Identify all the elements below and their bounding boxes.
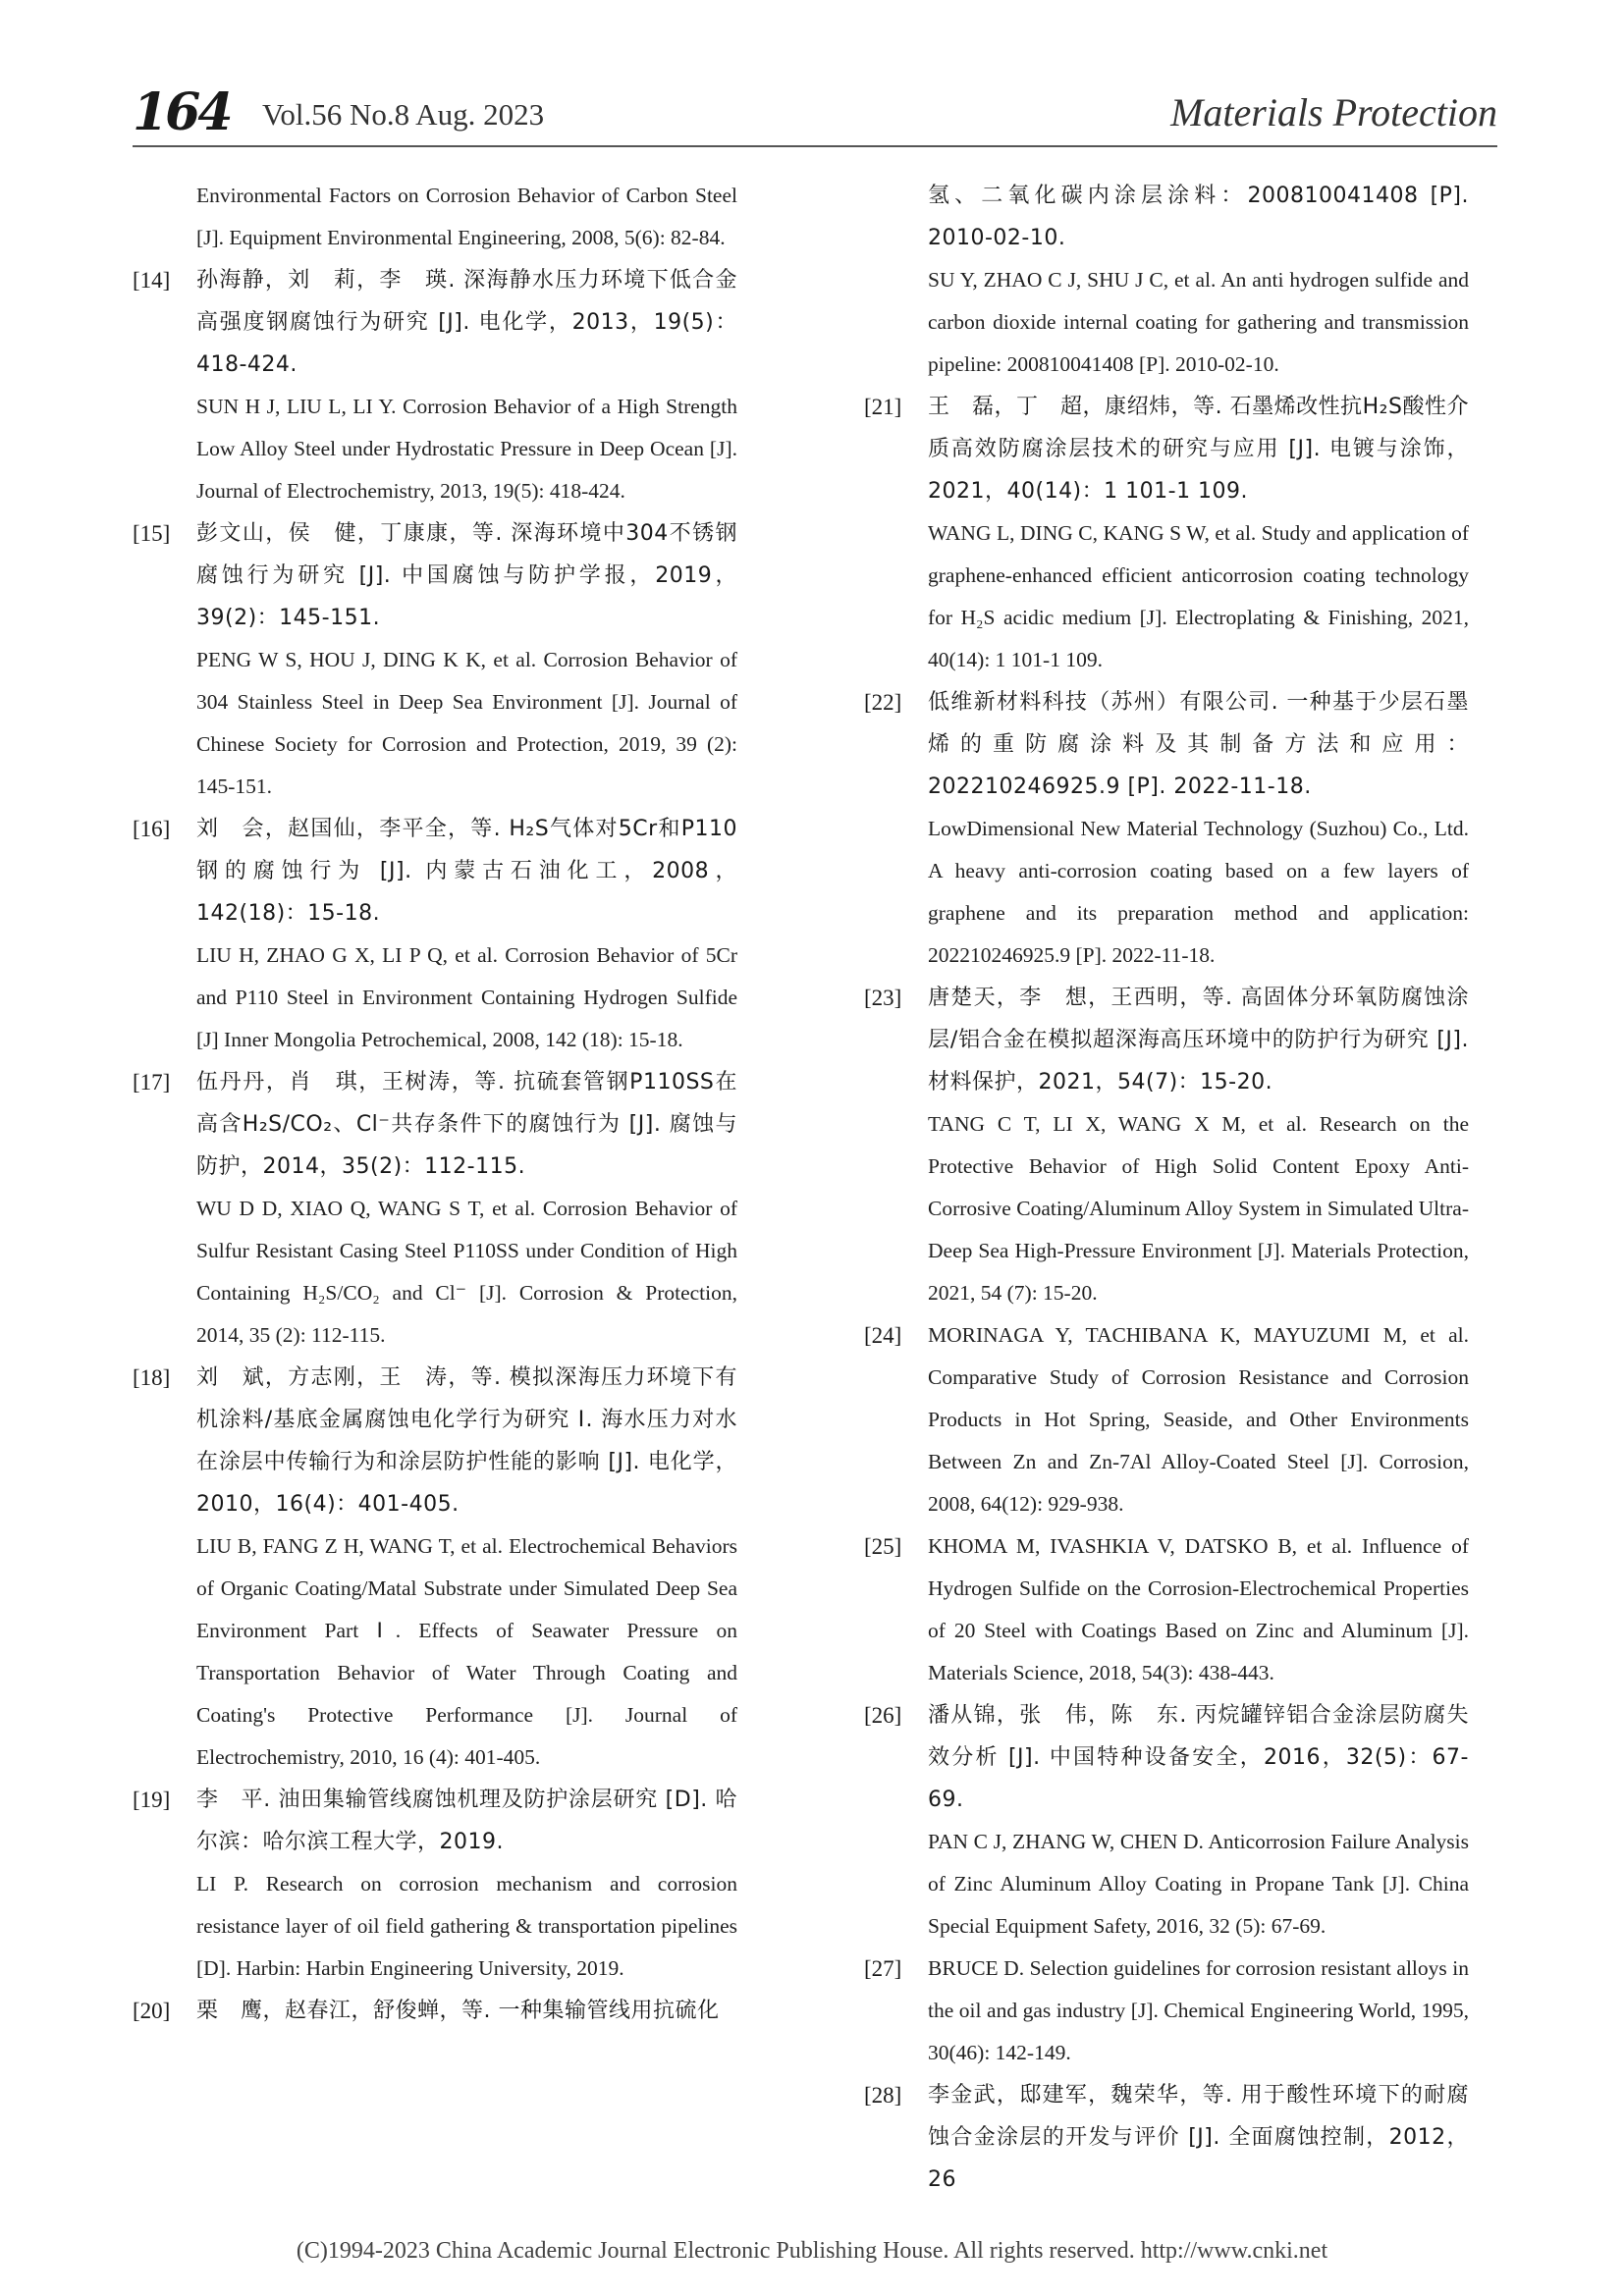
reference-number: [15] — [133, 521, 171, 546]
reference-en: PAN C J, ZHANG W, CHEN D. Anticorrosion Failure Analysis of Zinc Aluminum Alloy Coating in Propane Tank [J]. China Special Equipment Safety, 2016, 32 (5): 67-69. — [928, 1830, 1469, 1938]
reference-zh: 刘 会，赵国仙，李平全，等. H₂S气体对5Cr和P110钢的腐蚀行为 [J]. 内蒙古石油化工，2008，142(18)：15-18. — [196, 817, 737, 926]
reference-item — [133, 808, 737, 1061]
copyright-footer: (C)1994-2023 China Academic Journal Electronic Publishing House. All rights reserved. http://www.cnki.net — [296, 2238, 1328, 2264]
reference-item — [864, 2074, 1469, 2201]
reference-en: LowDimensional New Material Technology (Suzhou) Co., Ltd. A heavy anti-corrosion coating based on a few layers of graphene and its preparation method and application: 202210246925.9 [P]. 2022-11-18. — [928, 817, 1469, 967]
reference-zh: 低维新材料科技（苏州）有限公司. 一种基于少层石墨烯的重防腐涂料及其制备方法和应用：202210246925.9 [P]. 2022-11-18. — [928, 690, 1469, 799]
reference-item — [133, 1357, 737, 1779]
reference-number: [24] — [864, 1323, 902, 1348]
reference-en: WANG L, DING C, KANG S W, et al. Study and application of graphene-enhanced efficient anticorrosion coating technology for H₂S acidic medium [J]. Electroplating & Finishing, 2021, 40(14): 1 101-1 109. — [928, 521, 1469, 671]
reference-number: [23] — [864, 986, 902, 1010]
reference-number: [28] — [864, 2083, 902, 2108]
reference-number: [27] — [864, 1956, 902, 1981]
reference-zh: 潘从锦，张 伟，陈 东. 丙烷罐锌铝合金涂层防腐失效分析 [J]. 中国特种设备安全，2016，32(5)：67-69. — [928, 1703, 1469, 1812]
right-column — [864, 175, 1469, 2201]
reference-number: [25] — [864, 1534, 902, 1559]
reference-en: LI P. Research on corrosion mechanism and corrosion resistance layer of oil field gathering & transportation pipelines [D]. Harbin: Harbin Engineering University, 2019. — [196, 1872, 737, 1980]
reference-en: KHOMA M, IVASHKIA V, DATSKO B, et al. Influence of Hydrogen Sulfide on the Corrosion-Electrochemical Properties of 20 Steel with Coatings Based on Zinc and Aluminum [J]. Materials Science, 2018, 54(3): 438-443. — [928, 1534, 1469, 1684]
reference-en: BRUCE D. Selection guidelines for corrosion resistant alloys in the oil and gas industry [J]. Chemical Engineering World, 1995, 30(46): 142-149. — [928, 1956, 1469, 2064]
reference-zh: 李金武，邸建军，魏荣华，等. 用于酸性环境下的耐腐蚀合金涂层的开发与评价 [J]. 全面腐蚀控制，2012，26 — [928, 2083, 1469, 2192]
reference-number: [21] — [864, 395, 902, 419]
reference-list-left — [133, 259, 737, 2032]
journal-name: Materials Protection — [1170, 90, 1497, 134]
reference-en: SUN H J, LIU L, LI Y. Corrosion Behavior of a High Strength Low Alloy Steel under Hydrostatic Pressure in Deep Ocean [J]. Journal of Electrochemistry, 2013, 19(5): 418-424. — [196, 395, 737, 503]
reference-zh: 唐楚天，李 想，王西明，等. 高固体分环氧防腐蚀涂层/铝合金在模拟超深海高压环境中的防护行为研究 [J]. 材料保护，2021，54(7)：15-20. — [928, 986, 1469, 1095]
reference-number: [14] — [133, 268, 171, 293]
reference-en: PENG W S, HOU J, DING K K, et al. Corrosion Behavior of 304 Stainless Steel in Deep Sea Environment [J]. Journal of Chinese Society for Corrosion and Protection, 2019, 39 (2): 145-151. — [196, 648, 737, 798]
reference-item — [864, 1694, 1469, 1948]
reference-continued — [864, 175, 1469, 386]
reference-zh: 伍丹丹，肖 琪，王树涛，等. 抗硫套管钢P110SS在高含H₂S/CO₂、Cl⁻共存条件下的腐蚀行为 [J]. 腐蚀与防护，2014，35(2)：112-115. — [196, 1070, 737, 1179]
reference-item — [864, 681, 1469, 977]
reference-en: LIU B, FANG Z H, WANG T, et al. Electrochemical Behaviors of Organic Coating/Matal Substrate under Simulated Deep Sea Environment Part Ⅰ. Effects of Seawater Pressure on Transportation Behavior of Water Through Coating and Coating's Protective Performance [J]. Journal of Electrochemistry, 2010, 16 (4): 401-405. — [196, 1534, 737, 1769]
volume-info: Vol.56 No.8 Aug. 2023 — [262, 97, 545, 132]
reference-item — [133, 1990, 737, 2032]
reference-number: [20] — [133, 1999, 171, 2023]
reference-number: [22] — [864, 690, 902, 715]
left-column — [133, 175, 737, 2032]
reference-zh: 彭文山，侯 健，丁康康，等. 深海环境中304不锈钢腐蚀行为研究 [J]. 中国腐蚀与防护学报，2019，39(2)：145-151. — [196, 521, 737, 630]
header-rule — [133, 145, 1497, 147]
reference-item — [133, 1779, 737, 1990]
reference-en: LIU H, ZHAO G X, LI P Q, et al. Corrosion Behavior of 5Cr and P110 Steel in Environment Containing Hydrogen Sulfide [J] Inner Mongolia Petrochemical, 2008, 142 (18): 15-18. — [196, 943, 737, 1051]
reference-number: [19] — [133, 1788, 171, 1812]
reference-item — [133, 512, 737, 808]
reference-number: [26] — [864, 1703, 902, 1728]
reference-en: SU Y, ZHAO C J, SHU J C, et al. An anti hydrogen sulfide and carbon dioxide internal coating for gathering and transmission pipeline: 200810041408 [P]. 2010-02-10. — [928, 268, 1469, 376]
reference-continued — [133, 175, 737, 259]
reference-number: [18] — [133, 1365, 171, 1390]
reference-zh: 孙海静，刘 莉，李 瑛. 深海静水压力环境下低合金高强度钢腐蚀行为研究 [J]. 电化学，2013，19(5)：418-424. — [196, 268, 737, 377]
page-number: 164 — [133, 82, 231, 142]
reference-number: [16] — [133, 817, 171, 841]
reference-item — [864, 1525, 1469, 1694]
reference-en: TANG C T, LI X, WANG X M, et al. Research on the Protective Behavior of High Solid Content Epoxy Anti-Corrosive Coating/Aluminum Alloy System in Simulated Ultra-Deep Sea High-Pressure Environment [J]. Materials Protection, 2021, 54 (7): 15-20. — [928, 1112, 1469, 1305]
reference-item — [864, 386, 1469, 681]
reference-zh: 刘 斌，方志刚，王 涛，等. 模拟深海压力环境下有机涂料/基底金属腐蚀电化学行为研究 Ⅰ. 海水压力对水在涂层中传输行为和涂层防护性能的影响 [J]. 电化学，2010，16(4)：401-405. — [196, 1365, 737, 1517]
reference-item — [864, 1314, 1469, 1525]
reference-zh: 栗 鹰，赵春江，舒俊蝉，等. 一种集输管线用抗硫化 — [196, 1999, 720, 2023]
reference-item — [133, 1061, 737, 1357]
reference-list-right — [864, 386, 1469, 2201]
reference-item — [864, 1948, 1469, 2074]
reference-en: WU D D, XIAO Q, WANG S T, et al. Corrosion Behavior of Sulfur Resistant Casing Steel P110SS under Condition of High Containing H₂S/CO₂ and Cl⁻ [J]. Corrosion & Protection, 2014, 35 (2): 112-115. — [196, 1197, 737, 1347]
reference-number: [17] — [133, 1070, 171, 1095]
reference-item — [864, 977, 1469, 1314]
page-header — [133, 83, 1497, 142]
reference-item — [133, 259, 737, 512]
reference-zh: 王 磊，丁 超，康绍炜，等. 石墨烯改性抗H₂S酸性介质高效防腐涂层技术的研究与应用 [J]. 电镀与涂饰，2021，40(14)：1 101-1 109. — [928, 395, 1469, 504]
reference-zh: 李 平. 油田集输管线腐蚀机理及防护涂层研究 [D]. 哈尔滨：哈尔滨工程大学，2019. — [196, 1788, 737, 1854]
reference-en: MORINAGA Y, TACHIBANA K, MAYUZUMI M, et al. Comparative Study of Corrosion Resistance and Corrosion Products in Hot Spring, Seaside, and Other Environments Between Zn and Zn-7Al Alloy-Coated Steel [J]. Corrosion, 2008, 64(12): 929-938. — [928, 1323, 1469, 1516]
reference-en: Environmental Factors on Corrosion Behavior of Carbon Steel [J]. Equipment Environmental Engineering, 2008, 5(6): 82-84. — [196, 184, 737, 249]
reference-zh: 氢、二氧化碳内涂层涂料：200810041408 [P]. 2010-02-10. — [928, 184, 1469, 250]
